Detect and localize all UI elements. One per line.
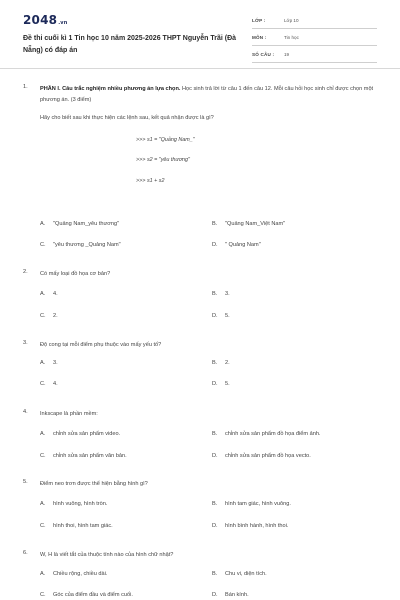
question-text: Độ cong tại mỗi điểm phụ thuộc vào mấy yếu tố? [40, 342, 162, 348]
answer-option[interactable] [40, 592, 133, 598]
meta-label: MÔN : [252, 35, 267, 40]
option-label: D. [212, 523, 218, 529]
meta-label: SỐ CÂU : [252, 52, 275, 57]
answer-option[interactable] [212, 523, 288, 529]
answer-option[interactable] [212, 571, 267, 577]
option-label: A. [40, 221, 46, 227]
option-label: A. [40, 571, 46, 577]
question-6 [0, 550, 400, 600]
option-text: 4. [53, 291, 58, 297]
option-label: B. [212, 501, 218, 507]
option-label: B. [212, 431, 218, 437]
header-divider [0, 68, 400, 69]
option-label: C. [40, 242, 46, 248]
option-text: chỉnh sửa sản phẩm đồ họa vecto. [225, 453, 311, 459]
answer-option[interactable] [212, 501, 291, 507]
answer-option[interactable] [212, 291, 230, 297]
question-number: 4. [23, 409, 28, 415]
answer-option[interactable] [212, 360, 230, 366]
option-text: hình bình hành, hình thoi. [225, 523, 289, 529]
answer-option[interactable] [212, 592, 249, 598]
answer-option[interactable] [212, 221, 285, 227]
option-text: Bán kính. [225, 592, 249, 598]
meta-row-class [252, 14, 377, 29]
option-label: D. [212, 453, 218, 459]
option-text: hình tam giác, hình vuông. [225, 501, 291, 507]
option-text: hình vuông, hình tròn. [53, 501, 108, 507]
logo-tld: .vn [58, 20, 68, 26]
question-5 [0, 479, 400, 529]
exam-meta [252, 14, 377, 65]
option-text: "yêu thương _Quảng Nam" [53, 242, 121, 248]
option-label: D. [212, 381, 218, 387]
option-text: 3. [225, 291, 230, 297]
option-label: C. [40, 313, 46, 319]
question-text [40, 84, 380, 105]
question-2 [0, 269, 400, 319]
question-number: 2. [23, 269, 28, 275]
option-label: A. [40, 431, 46, 437]
option-label: D. [212, 592, 218, 598]
answer-option[interactable] [40, 501, 107, 507]
meta-row-count [252, 48, 377, 63]
answer-option[interactable] [40, 571, 107, 577]
part-description: Học sinh trả lời từ câu 1 đến câu 12. Mỗi câu hỏi học sinh chỉ được chọn một phương án. (3 điểm) [40, 86, 374, 103]
option-text: chỉnh sửa sản phẩm video. [53, 431, 121, 437]
answer-option[interactable] [212, 431, 320, 437]
option-label: C. [40, 453, 46, 459]
question-number: 6. [23, 550, 28, 556]
option-text: Chiều rộng, chiều dài. [53, 571, 108, 577]
question-text: Inkscape là phần mềm: [40, 411, 98, 417]
question-4 [0, 409, 400, 459]
option-label: C. [40, 381, 46, 387]
option-label: A. [40, 501, 46, 507]
option-label: B. [212, 571, 218, 577]
option-text: 5. [225, 381, 230, 387]
answer-option[interactable] [212, 313, 230, 319]
page-title: Đề thi cuối kì 1 Tin học 10 năm 2025-2026 THPT Nguyễn Trãi (Đà Nẵng) có đáp án [23, 35, 237, 54]
meta-label: LỚP : [252, 18, 266, 23]
answer-option[interactable] [40, 242, 121, 248]
meta-value: Tin học [284, 35, 299, 40]
page-header [0, 0, 400, 68]
meta-value: Lớp 10 [284, 18, 299, 23]
answer-option[interactable] [40, 523, 113, 529]
option-text: "Quảng Nam_yêu thương" [53, 221, 120, 227]
answer-option[interactable] [40, 291, 58, 297]
meta-row-subject [252, 31, 377, 46]
option-text: "Quảng Nam_Việt Nam" [225, 221, 286, 227]
code-line: >>> s1 + s2 [136, 178, 165, 184]
option-label: A. [40, 291, 46, 297]
option-label: D. [212, 313, 218, 319]
option-text: Góc của điểm đầu và điểm cuối. [53, 592, 133, 598]
option-label: A. [40, 360, 46, 366]
logo-text: 2048 [23, 13, 58, 27]
option-text: Chu vi, diện tích. [225, 571, 267, 577]
option-text: 5. [225, 313, 230, 319]
question-text: Điểm neo trơn được thể hiện bằng hình gì? [40, 481, 148, 487]
option-label: B. [212, 221, 218, 227]
question-number: 5. [23, 479, 28, 485]
answer-option[interactable] [40, 313, 58, 319]
option-text: 4. [53, 381, 58, 387]
question-number: 3. [23, 340, 28, 346]
option-label: D. [212, 242, 218, 248]
option-text: " Quảng Nam" [225, 242, 261, 248]
answer-option[interactable] [40, 453, 127, 459]
option-label: C. [40, 523, 46, 529]
meta-value: 19 [284, 52, 290, 57]
option-text: chỉnh sửa sản phẩm đồ họa điểm ảnh. [225, 431, 321, 437]
question-text: W, H là viết tắt của thuộc tính nào của hình chữ nhật? [40, 552, 174, 558]
question-text: Có mấy loại đồ họa cơ bản? [40, 271, 111, 277]
question-stem: Hãy cho biết sau khi thực hiện các lệnh sau, kết quả nhận được là gì? [40, 115, 214, 121]
part-title: PHẦN I. Câu trắc nghiệm nhiều phương án lựa chọn. [40, 86, 181, 92]
answer-option[interactable] [212, 381, 230, 387]
option-text: chỉnh sửa sản phẩm văn bản. [53, 453, 127, 459]
answer-option[interactable] [40, 381, 58, 387]
answer-option[interactable] [40, 431, 120, 437]
option-label: B. [212, 291, 218, 297]
site-logo[interactable] [23, 13, 68, 27]
option-text: 2. [225, 360, 230, 366]
question-number: 1. [23, 84, 28, 90]
code-line: >>> s2 = "yêu thương" [136, 157, 190, 163]
option-label: B. [212, 360, 218, 366]
option-label: C. [40, 592, 46, 598]
answer-option[interactable] [212, 242, 261, 248]
answer-option[interactable] [212, 453, 311, 459]
question-1 [0, 84, 400, 254]
option-text: 3. [53, 360, 58, 366]
code-line: >>> s1 = "Quảng Nam_" [136, 137, 195, 143]
question-3 [0, 340, 400, 390]
answer-option[interactable] [40, 221, 119, 227]
answer-option[interactable] [40, 360, 58, 366]
option-text: 2. [53, 313, 58, 319]
option-text: hình thoi, hình tam giác. [53, 523, 113, 529]
